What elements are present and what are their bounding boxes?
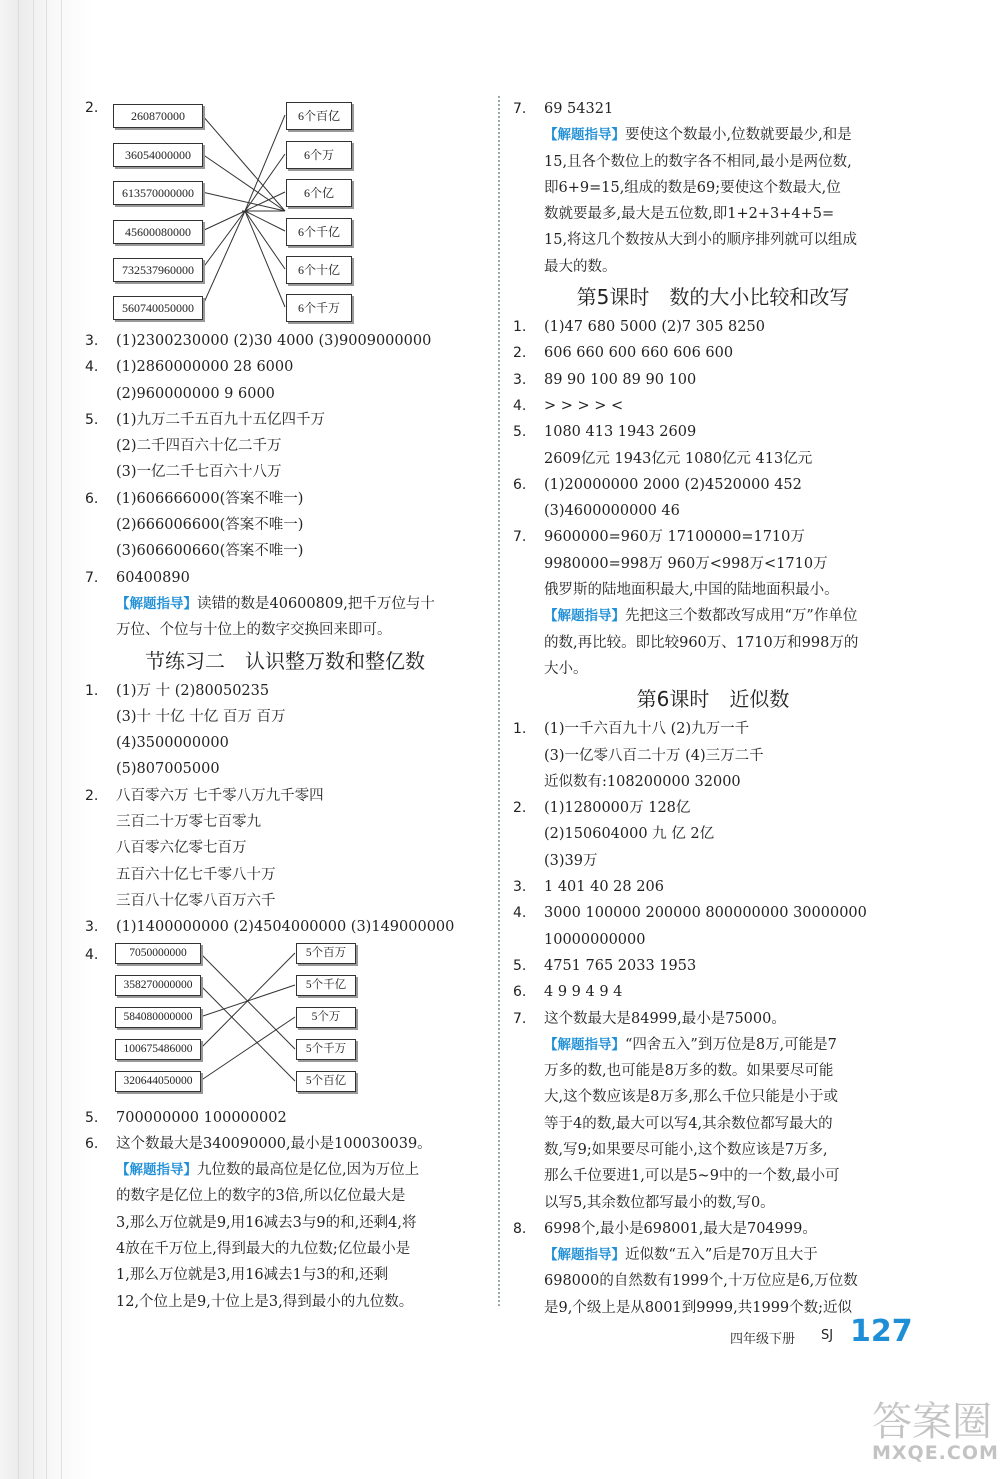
tip-line: 【解题指导】近似数“五入”后是70万且大于 [544, 1247, 818, 1264]
tip-label: 【解题指导】 [116, 595, 197, 612]
page-number: 127 [850, 1314, 913, 1349]
number-box: 45600080000 [113, 220, 203, 244]
tip-line: 【解题指导】九位数的最高位是亿位,因为万位上 [116, 1162, 420, 1179]
tip-line: 的数字是亿位上的数字的3倍,所以亿位最大是 [116, 1188, 406, 1205]
number-box: 358270000000 [115, 975, 201, 996]
answer-line: (5)807005000 [116, 761, 220, 778]
answer-line: (3)一亿二千七百六十八万 [116, 464, 282, 481]
tip-line: 3,那么万位就是9,用16减去3与9的和,还剩4,将 [116, 1214, 417, 1231]
answer-line: 6. (1)606666000(答案不唯一) [85, 490, 304, 507]
edition-label: SJ [821, 1328, 834, 1343]
tip-line: 【解题指导】要使这个数最小,位数就要最少,和是 [544, 127, 852, 144]
question-number: 4. [85, 946, 99, 963]
answer-line: 10000000000 [544, 931, 646, 948]
place-box: 6个百亿 [286, 102, 352, 130]
tip-label: 【解题指导】 [116, 1162, 197, 1179]
tip-line: 那么千位要进1,可以是5~9中的一个数,最小可 [544, 1168, 840, 1185]
answer-line: 2. 八百零六万 七千零八万九千零四 [85, 787, 324, 804]
tip-line: 1,那么万位就是3,用16减去1与3的和,还剩 [116, 1267, 389, 1284]
tip-line: 即6+9=15,组成的数是69;要使这个数最大,位 [544, 179, 841, 196]
answer-line: 俄罗斯的陆地面积最大,中国的陆地面积最小。 [544, 582, 839, 599]
answer-line: 8. 6998个,最小是698001,最大是704999。 [513, 1220, 817, 1237]
answer-line: 2. 606 660 600 660 606 600 [513, 345, 734, 362]
place-box: 6个千万 [286, 294, 352, 322]
tip-label: 【解题指导】 [544, 1247, 625, 1264]
answer-line: 五百六十亿七千零八十万 [116, 866, 276, 883]
tip-line: 等于4的数,最大可以写4,其余数位都写最大的 [544, 1115, 833, 1132]
tip-label: 【解题指导】 [544, 127, 625, 144]
answer-line: 5. 4751 765 2033 1953 [513, 957, 697, 974]
answer-line: (3)39万 [544, 852, 598, 869]
answer-line: 3. (1)2300230000 (2)30 4000 (3)9009000000 [85, 333, 432, 349]
answer-line: (3)一亿零八百二十万 (4)三万二千 [544, 747, 764, 764]
grade-label: 四年级下册 [730, 1332, 796, 1347]
answer-line: 2. (1)1280000万 128亿 [513, 800, 691, 817]
tip-line: 是9,个级上是从8001到9999,共1999个数;近似 [544, 1299, 853, 1316]
tip-line: 以写5,其余数位都写最小的数,写0。 [544, 1194, 775, 1211]
tip-line: 万多的数,也可能是8万多的数。如果要尽可能 [544, 1063, 834, 1080]
binding-shadow [0, 0, 95, 1479]
tip-line: 大小。 [544, 660, 588, 677]
answer-line: (3)十 十亿 十亿 百万 百万 [116, 708, 286, 725]
tip-line: 4放在千万位上,得到最大的九位数;亿位最小是 [116, 1241, 411, 1258]
number-box: 7050000000 [115, 943, 201, 964]
answer-line: (3)606600660(答案不唯一) [116, 543, 304, 560]
answer-line: 2609亿元 1943亿元 1080亿元 413亿元 [544, 450, 813, 467]
answer-line: 1. (1)47 680 5000 (2)7 305 8250 [513, 319, 765, 336]
place-box: 5个万 [296, 1007, 356, 1028]
answer-line: 9980000=998万 960万<998万<1710万 [544, 555, 828, 572]
tip-line: 数,写9;如果要尽可能小,这个数应该是7万多, [544, 1141, 828, 1158]
answer-line: (3)4600000000 46 [544, 503, 680, 520]
tip-line: 的数,再比较。即比较960万、1710万和998万的 [544, 634, 859, 651]
number-box: 320644050000 [115, 1071, 201, 1092]
answer-line: (4)3500000000 [116, 735, 229, 752]
place-box: 5个百万 [296, 943, 356, 964]
number-box: 260870000 [113, 104, 203, 128]
number-box: 613570000000 [113, 181, 203, 205]
section-heading: 第6课时 近似数 [636, 687, 790, 712]
answer-line: 7. 60400890 [85, 569, 190, 586]
number-box: 100675486000 [115, 1039, 201, 1060]
watermark-top: 答案圈 [872, 1399, 992, 1445]
answer-line: 7. 这个数最大是84999,最小是75000。 [513, 1010, 786, 1027]
place-box: 5个千亿 [296, 975, 356, 996]
answer-line: 5. 1080 413 1943 2609 [513, 424, 697, 441]
tip-line: 大,这个数应该是8万多,那么千位只能是小于或 [544, 1089, 838, 1106]
answer-line: 3. 89 90 100 89 90 100 [513, 371, 697, 388]
answer-line: 4. > > > > < [513, 397, 624, 414]
answer-line: 7. 69 54321 [513, 101, 614, 117]
right-column [513, 96, 913, 1321]
tip-line: 最大的数。 [544, 258, 617, 275]
section-heading: 节练习二 认识整万数和整亿数 [145, 648, 425, 673]
answer-line: (2)960000000 9 6000 [116, 385, 275, 402]
answer-line: 3. (1)1400000000 (2)4504000000 (3)149000000 [85, 919, 455, 936]
section-heading: 第5课时 数的大小比较和改写 [576, 285, 850, 310]
number-box: 732537960000 [113, 258, 203, 282]
tip-line: 【解题指导】“四舍五入”到万位是8万,可能是7 [544, 1036, 837, 1053]
answer-line: 4. 3000 100000 200000 800000000 30000000 [513, 905, 867, 922]
watermark-logo [872, 1390, 999, 1470]
tip-line: 【解题指导】先把这三个数都改写成用“万”作单位 [544, 608, 858, 625]
place-box: 5个千万 [296, 1039, 356, 1060]
answer-line: 6. 这个数最大是340090000,最小是100030039。 [85, 1135, 432, 1152]
answer-line: 5. (1)九万二千五百九十五亿四千万 [85, 411, 326, 428]
answer-line: 6. (1)20000000 2000 (2)4520000 452 [513, 476, 802, 493]
tip-line: 12,个位上是9,十位上是3,得到最小的九位数。 [116, 1293, 414, 1310]
answer-line: 4. (1)2860000000 28 6000 [85, 359, 294, 376]
answer-line: 近似数有:108200000 32000 [544, 773, 741, 790]
page-footer [730, 1316, 920, 1350]
answer-line: 八百零六亿零七百万 [116, 840, 247, 857]
answer-line: 7. 9600000=960万 17100000=1710万 [513, 529, 805, 546]
tip-label: 【解题指导】 [544, 608, 625, 625]
place-box: 6个十亿 [286, 256, 352, 284]
tip-line: 【解题指导】读错的数是40600809,把千万位与十 [116, 595, 435, 612]
answer-line: 三百八十亿零八百万六千 [116, 892, 276, 909]
tip-line: 万位、个位与十位上的数字交换回来即可。 [116, 622, 392, 639]
answer-line: 三百二十万零七百零九 [116, 814, 261, 831]
answer-line: (2)666006600(答案不唯一) [116, 517, 304, 534]
matching-diagram-q4 [85, 941, 485, 1105]
tip-line: 698000的自然数有1999个,十万位应是6,万位数 [544, 1273, 858, 1290]
matching-lines [85, 96, 485, 328]
tip-line: 15,且各个数位上的数字各不相同,最小是两位数, [544, 153, 852, 170]
column-divider [498, 96, 500, 1306]
question-number: 2. [85, 100, 99, 116]
answer-line: 3. 1 401 40 28 206 [513, 879, 664, 896]
answer-line: 6. 4 9 9 4 9 4 [513, 984, 623, 1001]
place-box: 6个万 [286, 141, 352, 169]
answer-line: (2)二千四百六十亿二千万 [116, 438, 282, 455]
number-box: 36054000000 [113, 143, 203, 167]
left-column [85, 96, 485, 1315]
number-box: 584080000000 [115, 1007, 201, 1028]
number-box: 560740050000 [113, 296, 203, 320]
matching-diagram-q2 [85, 96, 485, 328]
tip-line: 15,将这几个数按从大到小的顺序排列就可以组成 [544, 232, 858, 249]
tip-label: 【解题指导】 [544, 1036, 625, 1053]
answer-line: 1. (1)一千六百九十八 (2)九万一千 [513, 721, 750, 738]
answer-line: 1. (1)万 十 (2)80050235 [85, 682, 270, 699]
place-box: 5个百亿 [296, 1071, 356, 1092]
tip-line: 数就要最多,最大是五位数,即1+2+3+4+5= [544, 206, 835, 223]
place-box: 6个亿 [286, 179, 352, 207]
place-box: 6个千亿 [286, 218, 352, 246]
answer-line: (2)150604000 九 亿 2亿 [544, 826, 715, 843]
watermark-text: MXQE.COM [872, 1442, 999, 1464]
answer-line: 5. 700000000 100000002 [85, 1109, 287, 1126]
